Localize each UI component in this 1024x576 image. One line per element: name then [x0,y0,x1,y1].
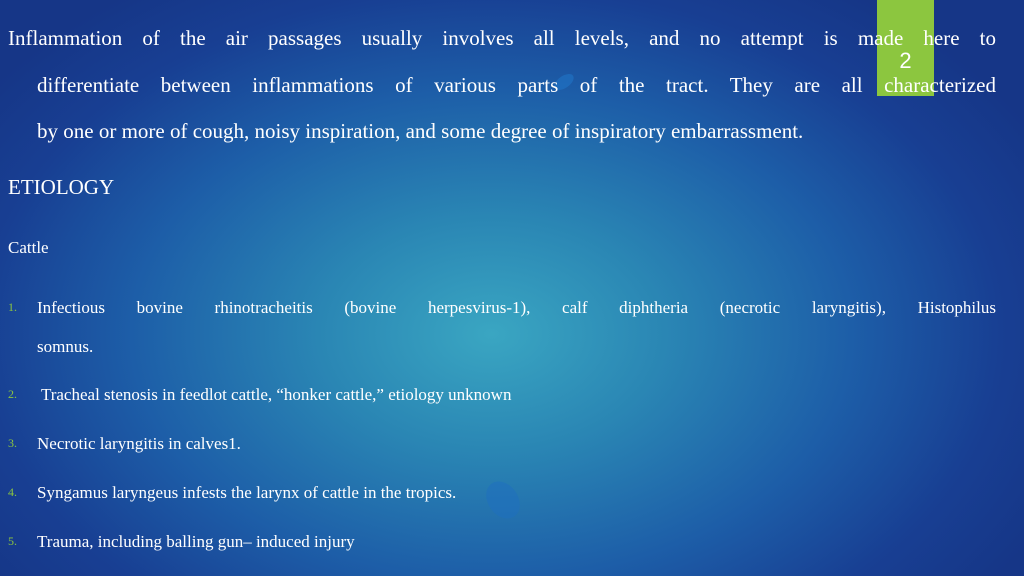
list-number: 1. [8,300,17,314]
intro-line: by one or more of cough, noisy inspiration, and some degree of inspiratory embarrassment. [37,119,804,143]
list-number: 5. [8,534,17,548]
list-number: 4. [8,485,17,499]
list-item-text: Trauma, including balling gun– induced injury [37,532,355,551]
intro-line: Inflammation of the air passages usually involves all levels, and no attempt is made here to [8,26,996,50]
list-item-text [37,288,996,366]
section-heading: ETIOLOGY [8,175,115,199]
intro-line: differentiate between inflammations of various parts of the tract. They are all characterized [37,72,996,97]
list-item-line: Infectious bovine rhinotracheitis (bovine herpesvirus-1), calf diphtheria (necrotic laryngitis), Histophilus [37,298,996,317]
list-number: 3. [8,436,17,450]
list-item-text: Tracheal stenosis in feedlot cattle, “honker cattle,” etiology unknown [37,385,512,404]
list-number: 2. [8,387,17,401]
subheading: Cattle [8,238,49,257]
page-number: 2 [899,48,912,73]
intro-paragraph [8,15,996,155]
list-item-text: Necrotic laryngitis in calves1. [37,434,241,453]
list-item-text: Syngamus laryngeus infests the larynx of cattle in the tropics. [37,483,457,502]
list-item-line: somnus. [37,337,94,356]
